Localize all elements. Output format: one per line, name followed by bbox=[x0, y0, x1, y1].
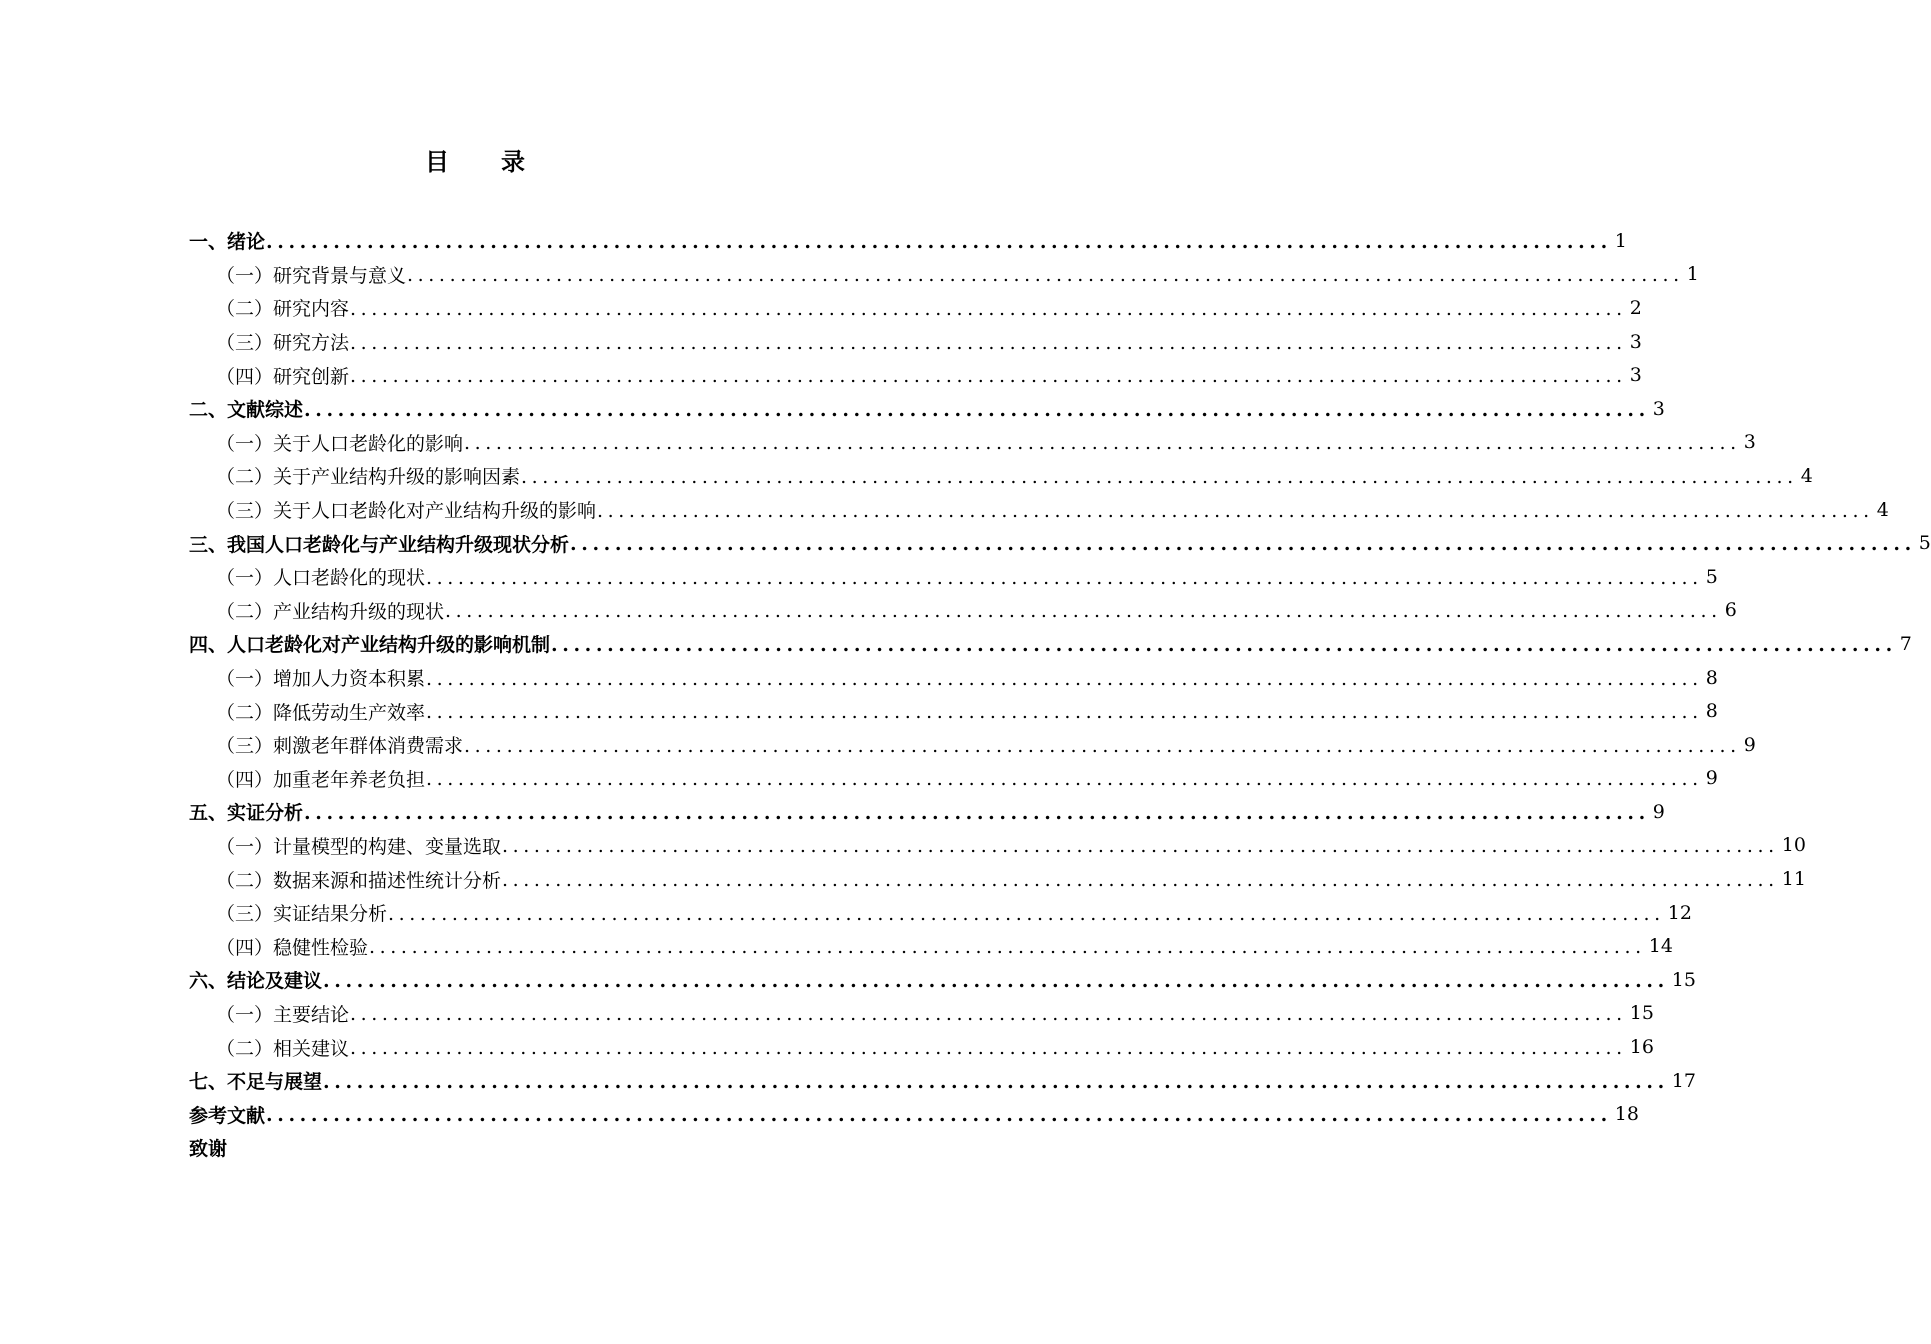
toc-dot-leader: ........................................................................................................................ bbox=[407, 264, 1684, 287]
toc-dot-leader: ........................................................................................................................ bbox=[464, 432, 1741, 455]
toc-section-entry[interactable] bbox=[189, 929, 1673, 963]
toc-dot-leader: ........................................................................................................................ bbox=[323, 1070, 1669, 1093]
toc-page-number: 9 bbox=[1743, 733, 1756, 756]
toc-section-entry[interactable] bbox=[189, 829, 1806, 863]
toc-page-number: 18 bbox=[1614, 1103, 1639, 1126]
toc-chapter-entry[interactable] bbox=[189, 795, 1665, 829]
toc-entry-label: （一）主要结论 bbox=[216, 1003, 350, 1026]
toc-chapter-entry[interactable] bbox=[189, 963, 1696, 997]
toc-dot-leader: ........................................................................................................................ bbox=[502, 835, 1779, 858]
toc-entry-label: （一）关于人口老龄化的影响 bbox=[216, 432, 464, 455]
toc-chapter-entry[interactable] bbox=[189, 526, 1931, 560]
toc-dot-leader: ........................................................................................................................ bbox=[597, 499, 1874, 522]
toc-page-number: 4 bbox=[1876, 498, 1889, 521]
toc-page-number: 8 bbox=[1705, 666, 1718, 689]
toc-dot-leader: ........................................................................................................................ bbox=[304, 398, 1650, 421]
toc-section-entry[interactable] bbox=[189, 997, 1654, 1031]
toc-dot-leader: ........................................................................................................................ bbox=[304, 801, 1650, 824]
toc-entry-label: （一）研究背景与意义 bbox=[216, 264, 407, 287]
toc-dot-leader: ........................................................................................................................ bbox=[551, 633, 1897, 656]
toc-section-entry[interactable] bbox=[189, 728, 1756, 762]
toc-section-entry[interactable] bbox=[189, 762, 1718, 796]
toc-section-entry[interactable] bbox=[189, 291, 1642, 325]
toc-dot-leader: ........................................................................................................................ bbox=[350, 1003, 1627, 1026]
toc-section-entry[interactable] bbox=[189, 661, 1718, 695]
toc-page-number: 8 bbox=[1705, 700, 1718, 723]
toc-page-number: 14 bbox=[1648, 935, 1673, 958]
toc-entry-label: （一）人口老龄化的现状 bbox=[216, 567, 426, 590]
toc-page-number: 7 bbox=[1899, 632, 1912, 655]
toc-chapter-entry[interactable] bbox=[189, 1131, 805, 1165]
toc-dot-leader: ........................................................................................................................ bbox=[266, 1104, 1612, 1127]
toc-chapter-entry[interactable] bbox=[189, 1097, 1639, 1131]
toc-dot-leader: ........................................................................................................................ bbox=[570, 533, 1916, 556]
toc-section-entry[interactable] bbox=[189, 560, 1718, 594]
toc-entry-label: （二）关于产业结构升级的影响因素 bbox=[216, 466, 521, 489]
toc-page-number: 5 bbox=[1705, 565, 1718, 588]
toc-page-number: 15 bbox=[1629, 1002, 1654, 1025]
toc-dot-leader: ........................................................................................................................ bbox=[502, 869, 1779, 892]
toc-dot-leader: ........................................................................................................................ bbox=[388, 902, 1665, 925]
page-title bbox=[0, 140, 950, 184]
toc-chapter-entry[interactable] bbox=[189, 392, 1665, 426]
toc-entry-label: 四、人口老龄化对产业结构升级的影响机制 bbox=[189, 634, 551, 657]
toc-dot-leader: ........................................................................................................................ bbox=[464, 734, 1741, 757]
toc-section-entry[interactable] bbox=[189, 426, 1756, 460]
toc-section-entry[interactable] bbox=[189, 258, 1699, 292]
toc-page-number: 3 bbox=[1743, 431, 1756, 454]
toc-page-number: 12 bbox=[1667, 901, 1692, 924]
toc-page-number: 15 bbox=[1671, 968, 1696, 991]
toc-page-number: 1 bbox=[1614, 229, 1627, 252]
toc-dot-leader: ........................................................................................................................ bbox=[350, 365, 1627, 388]
toc-page-number: 4 bbox=[1800, 464, 1813, 487]
toc-dot-leader: ........................................................................................................................ bbox=[266, 230, 1612, 253]
toc-entry-label: 五、实证分析 bbox=[189, 802, 304, 825]
toc-chapter-entry[interactable] bbox=[189, 1064, 1696, 1098]
toc-dot-leader: ........................................................................................................................ bbox=[426, 768, 1703, 791]
toc-entry-label: 一、绪论 bbox=[189, 231, 266, 254]
toc-entry-label: 七、不足与展望 bbox=[189, 1071, 323, 1094]
toc-page-number: 11 bbox=[1781, 868, 1806, 891]
toc-chapter-entry[interactable] bbox=[189, 224, 1627, 258]
table-of-contents bbox=[189, 224, 1931, 1165]
toc-dot-leader: ........................................................................................................................ bbox=[350, 297, 1627, 320]
toc-dot-leader: ........................................................................................................................ bbox=[350, 331, 1627, 354]
toc-entry-label: 三、我国人口老龄化与产业结构升级现状分析 bbox=[189, 533, 570, 556]
toc-page-number: 6 bbox=[1724, 599, 1737, 622]
toc-entry-label: （二）数据来源和描述性统计分析 bbox=[216, 869, 502, 892]
toc-entry-label: （四）研究创新 bbox=[216, 365, 350, 388]
toc-entry-label: （一）增加人力资本积累 bbox=[216, 668, 426, 691]
toc-page-number: 3 bbox=[1629, 330, 1642, 353]
toc-page-number: 1 bbox=[1686, 263, 1699, 286]
toc-section-entry[interactable] bbox=[189, 896, 1692, 930]
toc-entry-label: 致谢 bbox=[189, 1138, 228, 1161]
toc-chapter-entry[interactable] bbox=[189, 627, 1912, 661]
toc-dot-leader: ........................................................................................................................ bbox=[323, 969, 1669, 992]
toc-page-number: 9 bbox=[1652, 800, 1665, 823]
toc-entry-label: 六、结论及建议 bbox=[189, 970, 323, 993]
title-char-2: 录 bbox=[501, 148, 525, 176]
toc-page-number: 17 bbox=[1671, 1069, 1696, 1092]
toc-section-entry[interactable] bbox=[189, 862, 1806, 896]
toc-section-entry[interactable] bbox=[189, 358, 1642, 392]
toc-entry-label: （三）实证结果分析 bbox=[216, 903, 388, 926]
toc-dot-leader: ........................................................................................................................ bbox=[521, 465, 1798, 488]
toc-entry-label: 二、文献综述 bbox=[189, 399, 304, 422]
toc-section-entry[interactable] bbox=[189, 493, 1889, 527]
toc-page-number: 9 bbox=[1705, 767, 1718, 790]
toc-entry-label: （一）计量模型的构建、变量选取 bbox=[216, 835, 502, 858]
toc-entry-label: （三）研究方法 bbox=[216, 332, 350, 355]
toc-dot-leader: ........................................................................................................................ bbox=[426, 667, 1703, 690]
toc-section-entry[interactable] bbox=[189, 1030, 1654, 1064]
toc-page-number: 3 bbox=[1629, 364, 1642, 387]
toc-section-entry[interactable] bbox=[189, 325, 1642, 359]
toc-dot-leader: ........................................................................................................................ bbox=[426, 701, 1703, 724]
toc-dot-leader: ........................................................................................................................ bbox=[369, 936, 1646, 959]
toc-entry-label: （四）稳健性检验 bbox=[216, 936, 369, 959]
toc-entry-label: 参考文献 bbox=[189, 1104, 266, 1127]
toc-dot-leader: ........................................................................................................................ bbox=[445, 600, 1722, 623]
toc-dot-leader: ........................................................................................................................ bbox=[350, 1037, 1627, 1060]
toc-page-number: 5 bbox=[1918, 532, 1931, 555]
toc-page-number: 3 bbox=[1652, 397, 1665, 420]
title-char-1: 目 bbox=[425, 148, 449, 176]
toc-entry-label: （二）研究内容 bbox=[216, 298, 350, 321]
toc-entry-label: （四）加重老年养老负担 bbox=[216, 768, 426, 791]
toc-entry-label: （二）降低劳动生产效率 bbox=[216, 701, 426, 724]
toc-section-entry[interactable] bbox=[189, 594, 1737, 628]
toc-section-entry[interactable] bbox=[189, 694, 1718, 728]
toc-section-entry[interactable] bbox=[189, 459, 1813, 493]
toc-page-number: 10 bbox=[1781, 834, 1806, 857]
toc-page-number: 2 bbox=[1629, 296, 1642, 319]
toc-entry-label: （三）刺激老年群体消费需求 bbox=[216, 735, 464, 758]
toc-entry-label: （二）产业结构升级的现状 bbox=[216, 600, 445, 623]
toc-page-number: 16 bbox=[1629, 1036, 1654, 1059]
toc-entry-label: （三）关于人口老龄化对产业结构升级的影响 bbox=[216, 500, 597, 523]
toc-entry-label: （二）相关建议 bbox=[216, 1037, 350, 1060]
toc-dot-leader: ........................................................................................................................ bbox=[426, 566, 1703, 589]
